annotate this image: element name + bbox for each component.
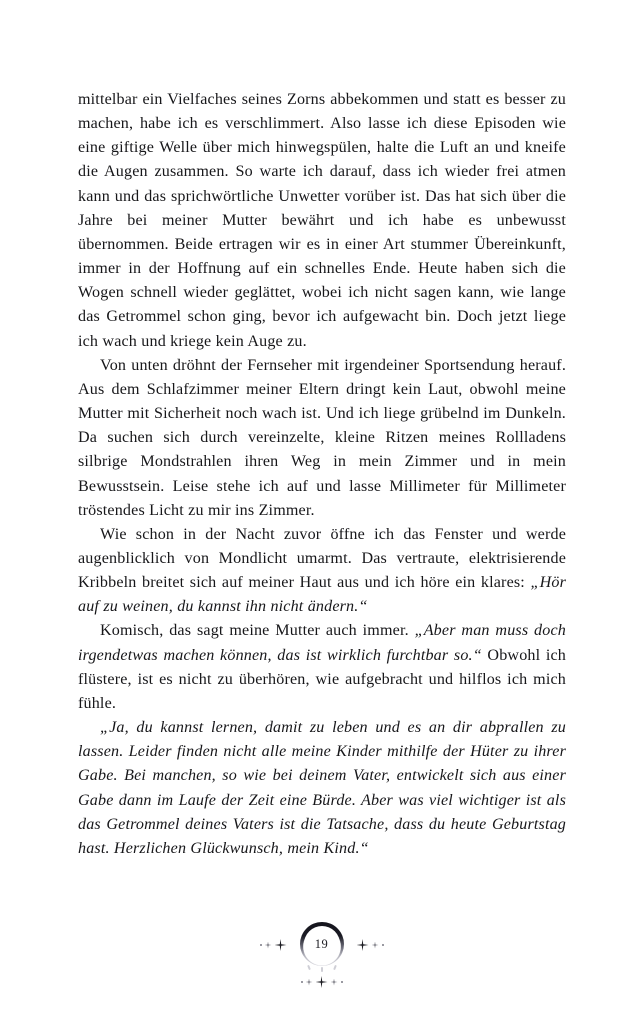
- paragraph-4-quote: „Aber man muss doch irgendetwas machen können, das ist wirklich furchtbar so.“: [78, 622, 566, 664]
- sparkle-small-star-icon: [372, 942, 379, 949]
- sparkle-dot-icon: [382, 944, 384, 946]
- page-footer-ornament: [0, 918, 643, 998]
- ornament-row: [242, 918, 402, 972]
- paragraph-3: [78, 523, 566, 620]
- sparkle-small-star-icon: [331, 979, 338, 986]
- page-number: 19: [314, 936, 329, 951]
- moon-icon: [300, 922, 344, 966]
- sparkle-right-group: [357, 939, 384, 951]
- paragraph-1: mittelbar ein Vielfaches seines Zorns abbekommen und statt es besser zu machen, habe ich es verschlimmert. Also lasse ich diese Episoden wie eine giftige Welle über mich hinwegspülen, halte die Luft an und kneife die Augen zusammen. So warte ich darauf, dass ich wieder frei atmen kann und das sprichwörtliche Unwetter vorüber ist. Das hat sich über die Jahre bei meiner Mutter bewährt und ich habe es unbewusst übernommen. Beide ertragen wir es in einer Art stummer Übereinkunft, immer in der Hoffnung auf ein schnelles Ende. Heute haben sich die Wogen schnell wieder geglättet, wobei ich nicht sagen kann, wie lange das Getrommel schon ging, bevor ich aufgewacht bin. Doch jetzt liege ich wach und kriege kein Auge zu.: [78, 91, 566, 350]
- sparkle-star-icon: [357, 939, 369, 951]
- sparkle-star-icon: [275, 939, 287, 951]
- sparkle-dot-icon: [301, 981, 303, 983]
- sparkle-dot-icon: [341, 981, 343, 983]
- paragraph-3-text: Wie schon in der Nacht zuvor öffne ich das Fenster und werde augenblicklich von Mondlicht umarmt. Das vertraute, elektrisierende Kribbeln breitet sich auf meiner Haut aus und ich höre ein klares:: [78, 525, 566, 592]
- ornament-foot-right: [333, 965, 337, 970]
- sparkle-dot-icon: [260, 944, 262, 946]
- sparkle-small-star-icon: [306, 979, 313, 986]
- paragraph-4-lead: Komisch, das sagt meine Mutter auch immer.: [100, 622, 415, 640]
- ornament-foot-left: [307, 965, 311, 970]
- paragraph-4-tail: Obwohl ich flüstere, ist es nicht zu überhören, wie aufgebracht und hilflos ich mich fühle.: [78, 646, 566, 712]
- paragraph-5: „Ja, du kannst lernen, damit zu leben und es an dir abprallen zu lassen. Leider finden nicht alle meine Kinder mithilfe der Hüter zu ihrer Gabe. Bei manchen, so wie bei deinem Vater, entwickelt sich aus einer Gabe dann im Laufe der Zeit eine Bürde. Aber was viel wichtiger ist als das Getrommel deines Vaters ist die Tatsache, dass du heute Geburtstag hast. Herzlichen Glückwunsch, mein Kind.“: [78, 719, 566, 857]
- sparkle-star-icon: [316, 976, 328, 988]
- moon-inner-disc: [304, 926, 340, 962]
- ornament-foot-center: [321, 967, 323, 972]
- sparkle-below-group: [242, 974, 402, 990]
- paragraph-3-quote: „Hör auf zu weinen, du kannst ihn nicht ändern.“: [78, 574, 566, 616]
- body-text-block: [78, 88, 566, 861]
- paragraph-4: [78, 619, 566, 716]
- sparkle-left-group: [260, 939, 287, 951]
- sparkle-small-star-icon: [265, 942, 272, 949]
- paragraph-2: Von unten dröhnt der Fernseher mit irgendeiner Sportsendung herauf. Aus dem Schlafzimmer meiner Eltern dringt kein Laut, obwohl meine Mutter mit Sicherheit noch wach ist. Und ich liege grübelnd im Dunkeln. Da suchen sich durch vereinzelte, kleine Ritzen meines Rollladens silbrige Mondstrahlen ihren Weg in mein Zimmer und in mein Bewusstsein. Leise stehe ich auf und lasse Millimeter für Millimeter tröstendes Licht zu mir ins Zimmer.: [78, 356, 566, 519]
